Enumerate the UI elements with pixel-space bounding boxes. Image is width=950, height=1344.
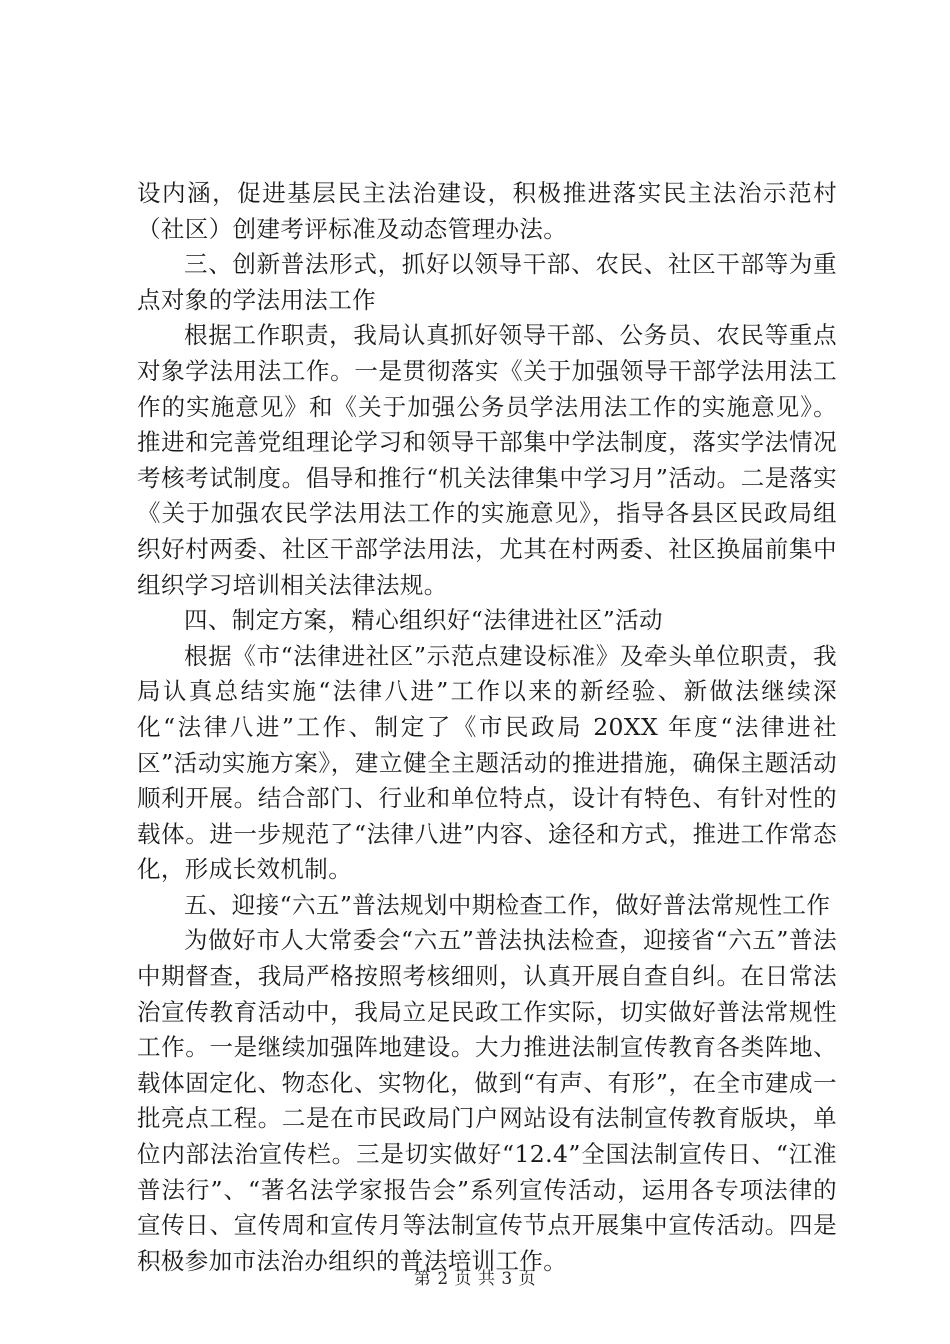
paragraph-body: 为做好市人大常委会“六五”普法执法检查，迎接省“六五”普法中期督查，我局严格按照考核细则，认真开展自查自纠。在日常法治宣传教育活动中，我局立足民政工作实际，切实做好普法常规性工作。一是继续加强阵地建设。大力推进法制宣传教育各类阵地、载体固定化、物态化、实物化，做到“有声、有形”，在全市建成一批亮点工程。二是在市民政局门户网站设有法制宣传教育版块，单位内部法治宣传栏。三是切实做好“12.4”全国法制宣传日、“江淮普法行”、“著名法学家报告会”系列宣传活动，运用各专项法律的宣传日、宣传周和宣传月等法制宣传节点开展集中宣传活动。四是积极参加市法治办组织的普法培训工作。: [137, 926, 837, 1275]
section-heading-5: 五、迎接“六五”普法规划中期检查工作，做好普法常规性工作: [184, 890, 831, 919]
paragraph-body: 根据工作职责，我局认真抓好领导干部、公务员、农民等重点对象学法用法工作。一是贯彻落实《关于加强领导干部学法用法工作的实施意见》和《关于加强公务员学法用法工作的实施意见》。推进和完善党组理论学习和领导干部集中学法制度，落实学法情况考核考试制度。倡导和推行“机关法律集中学习月”活动。二是落实《关于加强农民学法用法工作的实施意见》，指导各县区民政局组织好村两委、社区干部学法用法，尤其在村两委、社区换届前集中组织学习培训相关法律法规。: [137, 321, 837, 599]
paragraph-body: 根据《市“法律进社区”示范点建设标准》及牵头单位职责，我局认真总结实施“法律八进”工作以来的新经验、新做法继续深化“法律八进”工作、制定了《市民政局 20XX 年度“法律进社区”活动实施方案》，建立健全主题活动的推进措施，确保主题活动顺利开展。结合部门、行业和单位特点，设计有特色、有针对性的载体。进一步规范了“法律八进”内容、途径和方式，推进工作常态化，形成长效机制。: [137, 641, 837, 884]
page-number-footer: 第 2 页 共 3 页: [413, 1269, 537, 1289]
paragraph-continuation: 设内涵，促进基层民主法治建设，积极推进落实民主法治示范村（社区）创建考评标准及动态管理办法。: [137, 179, 837, 243]
section-heading-4: 四、制定方案，精心组织好“法律进社区”活动: [184, 606, 663, 635]
section-heading-3: 三、创新普法形式，抓好以领导干部、农民、社区干部等为重点对象的学法用法工作: [137, 250, 837, 314]
document-body: [137, 176, 837, 1279]
